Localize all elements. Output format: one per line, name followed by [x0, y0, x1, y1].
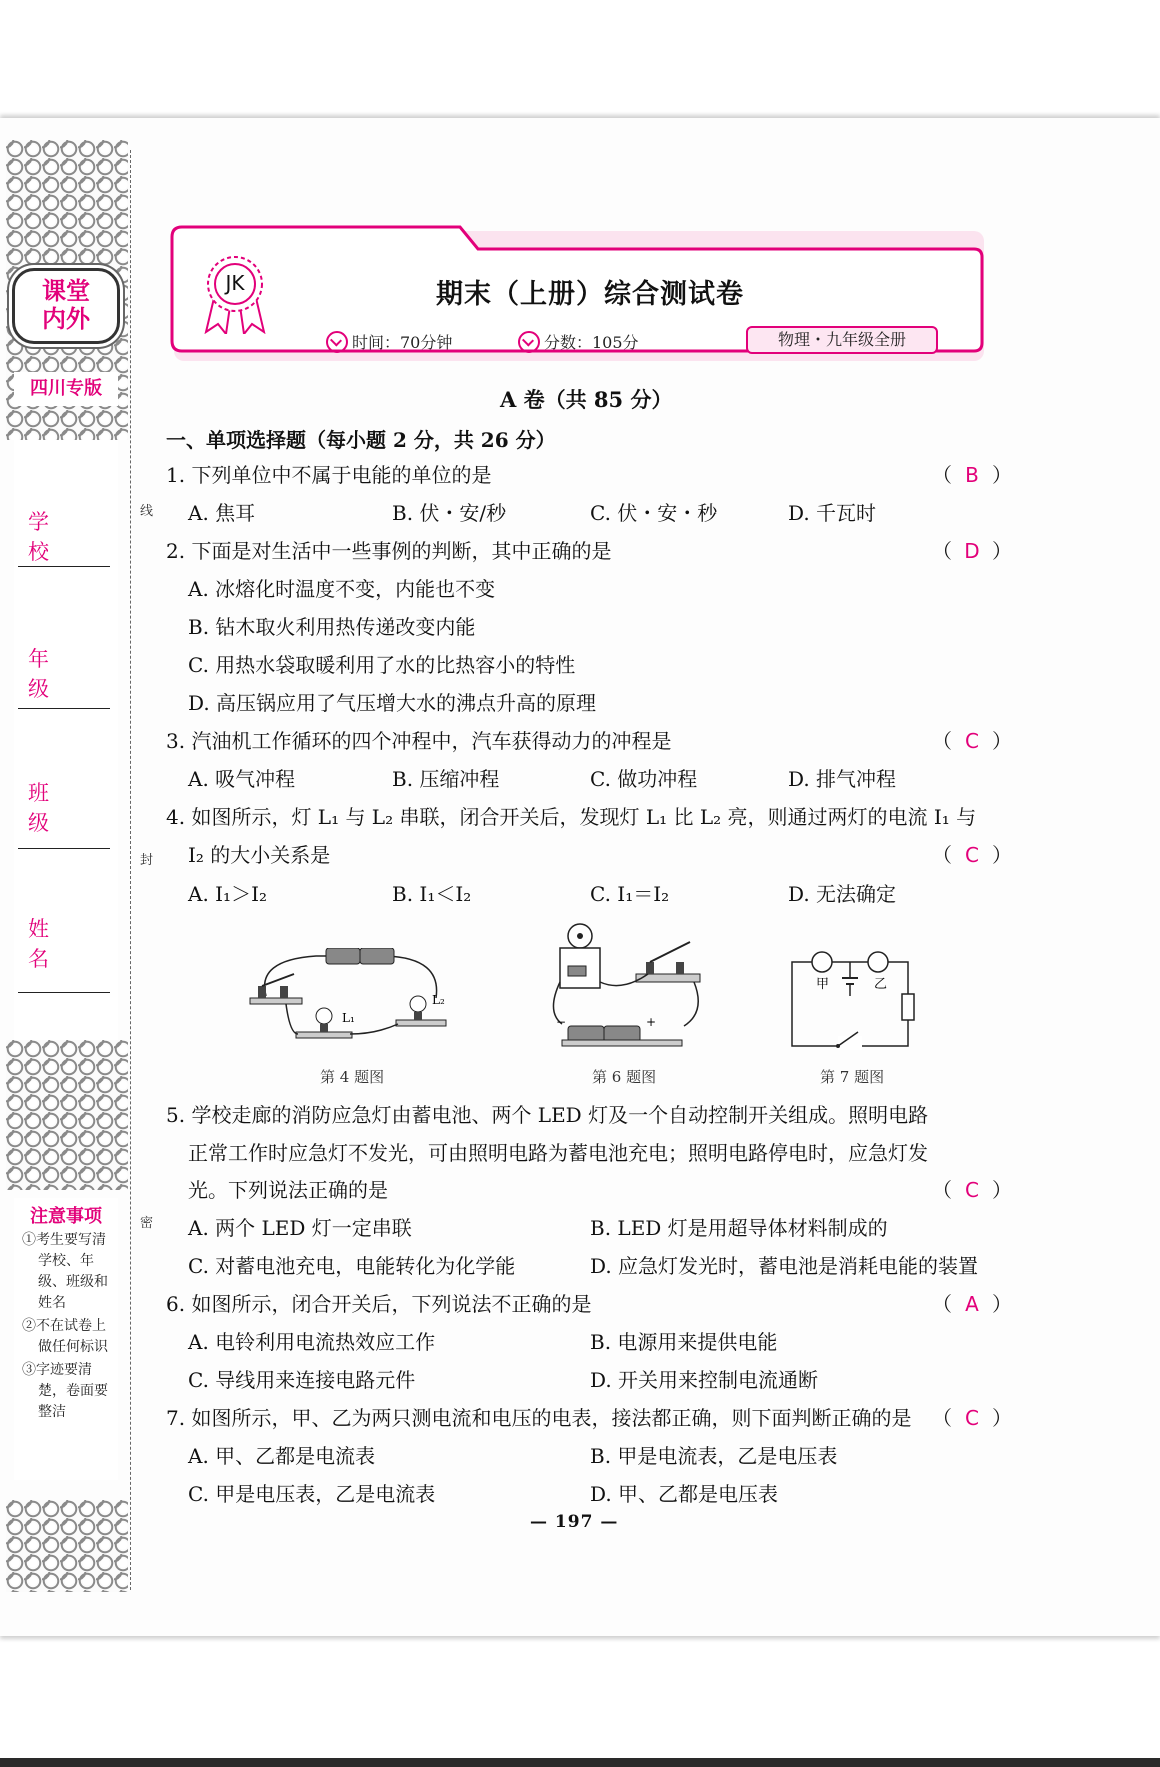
- option: A. 吸气冲程: [188, 767, 296, 791]
- answer-letter: C: [965, 729, 979, 753]
- option: D. 甲、乙都是电压表: [590, 1482, 779, 1506]
- margin-mark: 线: [140, 504, 154, 519]
- figure-7-caption: 第 7 题图: [820, 1068, 885, 1086]
- page-title: 期末（上册）综合测试卷: [436, 279, 744, 310]
- question-stem-continued: I₂ 的大小关系是: [188, 843, 331, 867]
- question-stem: 1. 下列单位中不属于电能的单位的是: [166, 463, 492, 487]
- option: B. LED 灯是用超导体材料制成的: [590, 1216, 888, 1240]
- field-class-label: 班 级: [28, 781, 67, 835]
- answer-slot: （ C ）: [932, 1406, 1012, 1430]
- question-stem: 3. 汽油机工作循环的四个冲程中，汽车获得动力的冲程是: [166, 729, 672, 753]
- subject-badge: 物理・九年级全册: [746, 326, 938, 354]
- answer-letter: D: [964, 539, 980, 563]
- option: A. 甲、乙都是电流表: [188, 1444, 376, 1468]
- field-line: [18, 848, 110, 849]
- field-grade: [28, 643, 108, 703]
- field-class: [28, 777, 108, 837]
- question-stem: 4. 如图所示，灯 L₁ 与 L₂ 串联，闭合开关后，发现灯 L₁ 比 L₂ 亮，则通过两灯的电流 I₁ 与: [166, 805, 977, 829]
- answer-letter: C: [965, 1178, 979, 1202]
- label-jia: 甲: [816, 977, 830, 992]
- time-info: [326, 330, 452, 353]
- option: B. 钻木取火利用热传递改变内能: [188, 615, 476, 639]
- option: C. 伏・安・秒: [590, 501, 718, 525]
- answer-slot: （ C ）: [932, 1178, 1012, 1202]
- field-line: [18, 708, 110, 709]
- answer-slot: （ D ）: [932, 539, 1012, 563]
- notice-panel: [14, 1198, 118, 1480]
- edition-label: 四川专版: [14, 372, 118, 406]
- check-circle-icon: [518, 331, 540, 353]
- logo-line-2: 内外: [42, 305, 90, 333]
- page-number: — 197 —: [530, 1512, 619, 1532]
- option: C. 做功冲程: [590, 767, 698, 791]
- field-line: [18, 992, 110, 993]
- section-title: A 卷（共 85 分）: [500, 387, 673, 412]
- answer-slot: （ A ）: [932, 1292, 1012, 1316]
- part-title: 一、单项选择题（每小题 2 分，共 26 分）: [166, 428, 556, 452]
- field-school: [28, 506, 108, 566]
- hourglass-icon: [326, 331, 348, 353]
- option: D. 应急灯发光时，蓄电池是消耗电能的装置: [590, 1254, 979, 1278]
- label-yi: 乙: [874, 977, 888, 992]
- answer-letter: C: [965, 843, 979, 867]
- question-stem: 7. 如图所示，甲、乙为两只测电流和电压的电表，接法都正确，则下面判断正确的是: [166, 1406, 912, 1430]
- option: D. 开关用来控制电流通断: [590, 1368, 819, 1392]
- option: B. 伏・安/秒: [392, 501, 507, 525]
- option: D. 排气冲程: [788, 767, 897, 791]
- option: C. I₁＝I₂: [590, 882, 670, 906]
- option: C. 甲是电压表，乙是电流表: [188, 1482, 436, 1506]
- margin-mark: 封: [140, 853, 154, 868]
- field-line: [18, 566, 110, 567]
- notice-item: ①考生要写清学校、年级、班级和姓名: [22, 1232, 108, 1311]
- notice-item: ③字迹要清楚，卷面要整洁: [22, 1362, 108, 1420]
- figure-7-circuit: [782, 948, 916, 1052]
- question-stem-continued: 正常工作时应急灯不发光，可由照明电路为蓄电池充电；照明电路停电时，应急灯发: [188, 1141, 928, 1165]
- option: A. 焦耳: [188, 501, 256, 525]
- label-minus: −: [556, 1015, 567, 1029]
- option: D. 无法确定: [788, 882, 897, 906]
- answer-slot: （ C ）: [932, 729, 1012, 753]
- option: A. I₁＞I₂: [188, 882, 267, 906]
- notice-item: ②不在试卷上做任何标识: [22, 1318, 108, 1355]
- sidebar-pattern: [6, 1040, 128, 1190]
- brand-logo: [12, 268, 120, 344]
- field-name-label: 姓 名: [28, 917, 67, 971]
- answer-slot: （ C ）: [932, 843, 1012, 867]
- option: C. 对蓄电池充电，电能转化为化学能: [188, 1254, 516, 1278]
- figure-4-circuit: [246, 948, 456, 1048]
- figure-6-circuit: [544, 922, 704, 1052]
- question-stem: 2. 下面是对生活中一些事例的判断，其中正确的是: [166, 539, 612, 563]
- score-info: [518, 330, 639, 353]
- option: B. 甲是电流表，乙是电压表: [590, 1444, 838, 1468]
- label-l1: L₁: [342, 1011, 355, 1025]
- question-stem: 5. 学校走廊的消防应急灯由蓄电池、两个 LED 灯及一个自动控制开关组成。照明电路: [166, 1103, 929, 1127]
- answer-letter: A: [965, 1292, 979, 1316]
- option: A. 冰熔化时温度不变，内能也不变: [188, 577, 496, 601]
- option: A. 电铃利用电流热效应工作: [188, 1330, 436, 1354]
- time-text: 时间：70分钟: [352, 333, 453, 352]
- question-stem: 6. 如图所示，闭合开关后，下列说法不正确的是: [166, 1292, 592, 1316]
- figure-4-caption: 第 4 题图: [320, 1068, 385, 1086]
- bottom-bar: [0, 1758, 1160, 1767]
- option: B. 压缩冲程: [392, 767, 500, 791]
- option: C. 用热水袋取暖利用了水的比热容小的特性: [188, 653, 576, 677]
- figure-6-caption: 第 6 题图: [592, 1068, 657, 1086]
- answer-letter: B: [965, 463, 979, 487]
- option: A. 两个 LED 灯一定串联: [188, 1216, 412, 1240]
- label-plus: +: [646, 1015, 657, 1029]
- option: B. I₁＜I₂: [392, 882, 472, 906]
- seal-line: [130, 150, 131, 1590]
- option: B. 电源用来提供电能: [590, 1330, 778, 1354]
- score-text: 分数：105分: [544, 333, 639, 352]
- option: D. 千瓦时: [788, 501, 877, 525]
- field-grade-label: 年 级: [28, 647, 67, 701]
- label-l2: L₂: [432, 993, 445, 1007]
- logo-line-1: 课堂: [42, 277, 90, 305]
- option: D. 高压锅应用了气压增大水的沸点升高的原理: [188, 691, 597, 715]
- margin-mark: 密: [140, 1216, 154, 1231]
- question-stem-continued: 光。下列说法正确的是: [188, 1178, 388, 1202]
- field-school-label: 学 校: [28, 510, 67, 564]
- sidebar-pattern: [6, 1500, 128, 1592]
- notice-title: 注意事项: [30, 1206, 102, 1227]
- option: C. 导线用来连接电路元件: [188, 1368, 416, 1392]
- jk-badge-label: JK: [225, 271, 245, 295]
- answer-slot: （ B ）: [932, 463, 1012, 487]
- field-name: [28, 913, 108, 973]
- answer-letter: C: [965, 1406, 979, 1430]
